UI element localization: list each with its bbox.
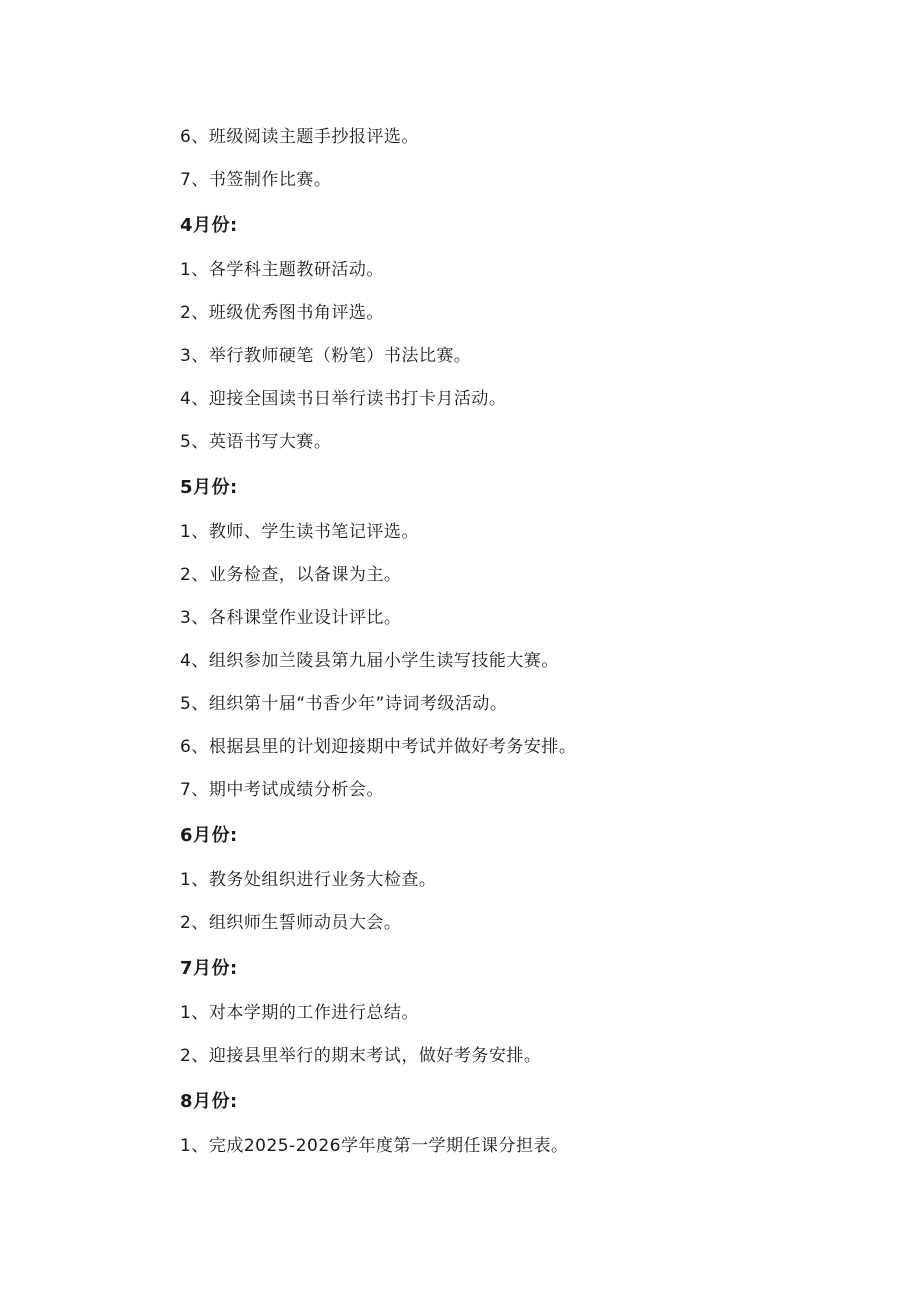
list-item: 6、班级阅读主题手抄报评选。 <box>180 127 419 147</box>
list-item: 7、书签制作比赛。 <box>180 170 332 190</box>
list-item: 5、组织第十届“书香少年”诗词考级活动。 <box>180 694 508 714</box>
list-item: 1、教师、学生读书笔记评选。 <box>180 522 419 542</box>
list-item: 3、举行教师硬笔（粉笔）书法比赛。 <box>180 346 472 366</box>
list-item: 1、各学科主题教研活动。 <box>180 260 384 280</box>
list-item: 4、组织参加兰陵县第九届小学生读写技能大赛。 <box>180 651 559 671</box>
list-item: 3、各科课堂作业设计评比。 <box>180 608 402 628</box>
month-heading-august: 8月份: <box>180 1091 238 1112</box>
list-item: 2、组织师生誓师动员大会。 <box>180 913 402 933</box>
month-heading-april: 4月份: <box>180 215 238 236</box>
list-item: 1、对本学期的工作进行总结。 <box>180 1003 419 1023</box>
document-body <box>180 116 880 1168</box>
month-heading-july: 7月份: <box>180 958 238 979</box>
list-item: 1、完成2025-2026学年度第一学期任课分担表。 <box>180 1136 569 1156</box>
list-item: 6、根据县里的计划迎接期中考试并做好考务安排。 <box>180 737 577 757</box>
list-item: 2、迎接县里举行的期末考试，做好考务安排。 <box>180 1046 542 1066</box>
list-item: 4、迎接全国读书日举行读书打卡月活动。 <box>180 389 507 409</box>
list-item: 2、班级优秀图书角评选。 <box>180 303 384 323</box>
list-item: 1、教务处组织进行业务大检查。 <box>180 870 437 890</box>
month-heading-may: 5月份: <box>180 477 238 498</box>
list-item: 2、业务检查，以备课为主。 <box>180 565 402 585</box>
month-heading-june: 6月份: <box>180 825 238 846</box>
list-item: 7、期中考试成绩分析会。 <box>180 780 384 800</box>
list-item: 5、英语书写大赛。 <box>180 432 332 452</box>
